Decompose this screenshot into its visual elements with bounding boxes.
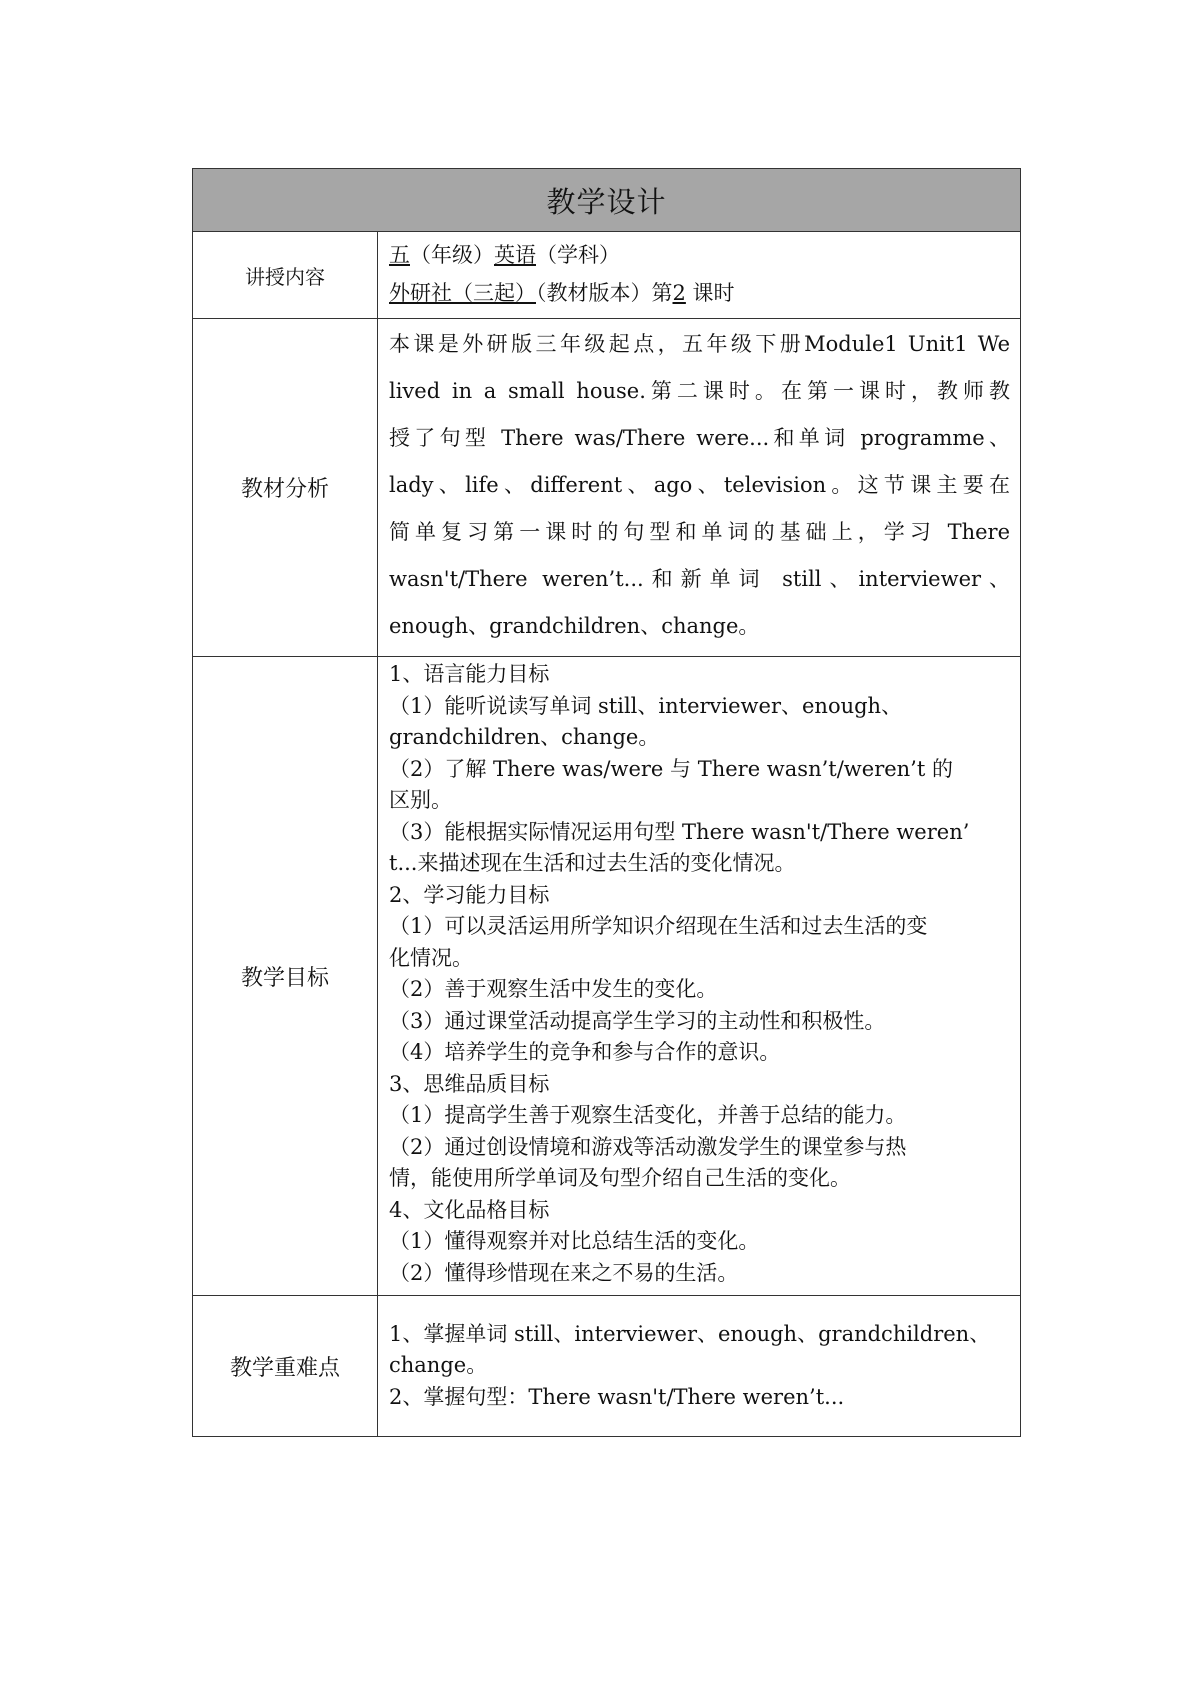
analysis-line: 本课是外研版三年级起点，五年级下册Module1 Unit1 We xyxy=(389,332,1011,356)
goal-line: （2）善于观察生活中发生的变化。 xyxy=(389,977,718,1001)
course-value: 英语 xyxy=(494,243,536,267)
row-label-subject: 讲授内容 xyxy=(193,232,378,319)
analysis-line: enough、grandchildren、change。 xyxy=(389,614,760,638)
row-label-analysis: 教材分析 xyxy=(193,319,378,657)
key-point-line: change。 xyxy=(389,1353,488,1378)
key-point-line: 1、掌握单词 still、interviewer、enough、grandchildren、 xyxy=(389,1321,991,1346)
key-point-line: 2、掌握句型：There wasn't/There weren’t... xyxy=(389,1384,845,1409)
goal-line: （3）能根据实际情况运用句型 There wasn't/There weren’ xyxy=(389,819,970,844)
grade-value: 五 xyxy=(389,243,410,267)
edition-suffix: （教材版本）第 xyxy=(536,281,673,305)
analysis-line: 简单复习第一课时的句型和单词的基础上，学习 There xyxy=(389,520,1011,544)
goal-line: （1）可以灵活运用所学知识介绍现在生活和过去生活的变 xyxy=(389,914,928,938)
analysis-line: lived in a small house.第二课时。在第一课时，教师教 xyxy=(389,379,1011,403)
goal-line: （3）通过课堂活动提高学生学习的主动性和积极性。 xyxy=(389,1008,886,1033)
goal-line: 3、思维品质目标 xyxy=(389,1071,550,1096)
analysis-content xyxy=(378,319,1021,657)
key-points-content xyxy=(378,1296,1021,1437)
goal-line: （2）通过创设情境和游戏等活动激发学生的课堂参与热 xyxy=(389,1134,907,1159)
goal-line: 1、语言能力目标 xyxy=(389,662,550,686)
course-suffix: （学科） xyxy=(536,243,620,267)
subject-line-2 xyxy=(389,274,1010,312)
analysis-line: lady、life、different、ago、television。这节课主要在 xyxy=(389,473,1011,497)
goal-line: t...来描述现在生活和过去生活的变化情况。 xyxy=(389,851,796,875)
goal-line: 区别。 xyxy=(389,788,452,812)
row-label-key-points: 教学重难点 xyxy=(193,1296,378,1437)
table-row-analysis xyxy=(193,319,1021,657)
grade-suffix: （年级） xyxy=(410,243,494,267)
goal-line: 情，能使用所学单词及句型介绍自己生活的变化。 xyxy=(389,1166,851,1190)
teaching-design-table xyxy=(192,168,1021,1437)
lesson-suffix: 课时 xyxy=(685,281,735,305)
goal-line: （1）能听说读写单词 still、interviewer、enough、 xyxy=(389,693,903,718)
table-row-subject xyxy=(193,232,1021,319)
analysis-line: 授了句型 There was/There were...和单词 programme、 xyxy=(389,426,1011,450)
subject-content xyxy=(378,232,1021,319)
goal-line: 2、学习能力目标 xyxy=(389,882,550,907)
goal-line: （4）培养学生的竞争和参与合作的意识。 xyxy=(389,1040,781,1064)
goal-line: （2）了解 There was/were 与 There wasn’t/weren’t 的 xyxy=(389,756,953,781)
analysis-line: wasn't/There weren’t...和新单词 still、interviewer、 xyxy=(389,567,1011,591)
table-row-goals xyxy=(193,657,1021,1296)
goals-content xyxy=(378,657,1021,1296)
goal-line: （2）懂得珍惜现在来之不易的生活。 xyxy=(389,1260,739,1285)
goal-line: grandchildren、change。 xyxy=(389,725,660,749)
goal-line: 化情况。 xyxy=(389,945,473,970)
lesson-number: 2 xyxy=(672,281,686,305)
subject-line-1 xyxy=(389,236,1010,274)
row-label-goals: 教学目标 xyxy=(193,657,378,1296)
table-title: 教学设计 xyxy=(193,169,1021,232)
publisher-value: 外研社（三起） xyxy=(389,281,536,305)
goal-line: （1）提高学生善于观察生活变化，并善于总结的能力。 xyxy=(389,1103,907,1127)
goal-line: 4、文化品格目标 xyxy=(389,1197,550,1222)
goal-line: （1）懂得观察并对比总结生活的变化。 xyxy=(389,1229,760,1253)
table-row-key-points xyxy=(193,1296,1021,1437)
